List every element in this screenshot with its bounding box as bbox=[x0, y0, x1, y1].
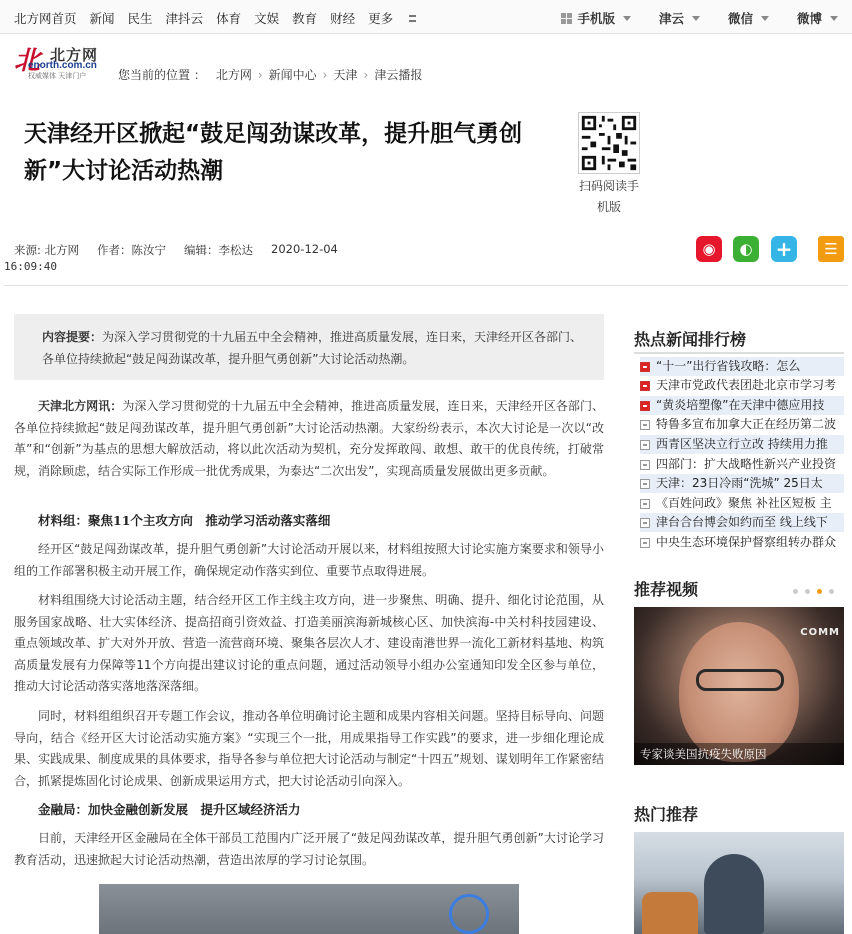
hot-rank-icon bbox=[640, 401, 650, 411]
article-paragraph bbox=[14, 396, 604, 482]
hot-news-text: 天津市党政代表团赴北京市学习考 bbox=[656, 378, 837, 392]
plus-icon: + bbox=[775, 237, 793, 261]
wechat-icon: ◐ bbox=[739, 240, 753, 258]
hot-rank-icon bbox=[640, 479, 650, 489]
mobile-version-label: 手机版 bbox=[577, 11, 615, 26]
nav-more[interactable] bbox=[368, 9, 416, 27]
hot-news-text: “十一”出行省钱攻略：怎么 bbox=[656, 359, 801, 373]
image-detail bbox=[449, 894, 489, 934]
chevron-down-icon bbox=[692, 16, 700, 21]
nav-entertainment[interactable]: 文娱 bbox=[254, 11, 280, 26]
nav-news[interactable]: 新闻 bbox=[89, 11, 115, 26]
video-corner-text: COMM bbox=[800, 627, 840, 638]
hot-news-text: “黄炎培塑像”在天津中德应用技 bbox=[656, 398, 825, 412]
summary-label: 内容提要： bbox=[42, 330, 103, 344]
video-thumbnail-detail bbox=[696, 669, 784, 691]
hot-news-item[interactable] bbox=[640, 357, 844, 376]
hot-rank-icon bbox=[640, 420, 650, 430]
hot-news-text: 《百姓问政》聚焦 补社区短板 主 bbox=[656, 496, 832, 510]
carousel-dot[interactable] bbox=[805, 589, 810, 594]
article-paragraph: 经开区“鼓足闯劲谋改革，提升胆气勇创新”大讨论活动开展以来，材料组按照大讨论实施方案要求和领导小组的工作部署积极主动开展工作，确保规定动作落实到位、重要节点取得进展。 bbox=[14, 542, 604, 578]
weibo-label: 微博 bbox=[796, 11, 822, 26]
logo-url: enorth.com.cn bbox=[28, 60, 97, 71]
breadcrumb-item[interactable]: 津云播报 bbox=[374, 68, 423, 82]
divider bbox=[4, 285, 848, 286]
hot-rank-icon bbox=[640, 460, 650, 470]
summary-text: 为深入学习贯彻党的十九届五中全会精神，推进高质量发展，连日来，天津经开区各部门、各单位持续掀起“鼓足闯劲谋改革，提升胆气勇创新”大讨论活动热潮。 bbox=[42, 330, 583, 366]
article-source: 来源: 北方网 bbox=[14, 243, 80, 257]
article-meta bbox=[14, 242, 356, 258]
nav-finance[interactable]: 财经 bbox=[330, 11, 356, 26]
article-author: 作者：陈汝宁 bbox=[97, 243, 167, 257]
hot-news-text: 天津：23日冷雨“洗城” 25日太 bbox=[656, 476, 823, 490]
carousel-dot[interactable] bbox=[817, 589, 822, 594]
hot-news-item[interactable] bbox=[640, 415, 844, 434]
wechat-dropdown[interactable] bbox=[728, 9, 769, 27]
breadcrumb-separator: › bbox=[322, 67, 328, 82]
hot-rank-icon bbox=[640, 440, 650, 450]
breadcrumb bbox=[118, 66, 422, 83]
hot-news-text: 西青区坚决立行立改 持续用力推 bbox=[656, 437, 828, 451]
nav-livelihood[interactable]: 民生 bbox=[127, 11, 153, 26]
logo-name: 北方网 bbox=[50, 46, 99, 64]
qr-caption: 扫码阅读手机版 bbox=[578, 179, 639, 214]
jinyun-label: 津云 bbox=[658, 11, 684, 26]
article-time: 16:09:40 bbox=[4, 260, 57, 273]
nav-home[interactable]: 北方网首页 bbox=[14, 11, 77, 26]
hot-news-item[interactable] bbox=[640, 474, 844, 493]
breadcrumb-item[interactable]: 天津 bbox=[333, 68, 358, 82]
weibo-dropdown[interactable] bbox=[797, 9, 838, 27]
hot-news-title: 热点新闻排行榜 bbox=[634, 330, 747, 349]
qr-code-icon bbox=[578, 112, 640, 174]
hot-news-item[interactable] bbox=[640, 494, 844, 513]
comment-button[interactable] bbox=[818, 236, 844, 262]
breadcrumb-lead: 您当前的位置 ： bbox=[118, 68, 206, 82]
chevron-down-icon bbox=[623, 16, 631, 21]
divider bbox=[634, 352, 844, 354]
article-date: 2020-12-04 bbox=[271, 242, 338, 256]
hot-recommend-title: 热门推荐 bbox=[634, 805, 699, 824]
wechat-label: 微信 bbox=[727, 11, 753, 26]
video-thumbnail bbox=[679, 622, 799, 762]
grid-icon bbox=[561, 13, 572, 24]
carousel-dots bbox=[786, 589, 834, 594]
jinyun-dropdown[interactable] bbox=[659, 9, 700, 27]
site-logo[interactable] bbox=[12, 40, 108, 80]
hot-recommend-image[interactable] bbox=[634, 832, 844, 934]
hot-news-text: 津台合台博会如约而至 线上线下 bbox=[656, 515, 828, 529]
nav-more-label: 更多 bbox=[368, 11, 394, 26]
breadcrumb-item[interactable]: 新闻中心 bbox=[268, 68, 317, 82]
paragraph-text: 为深入学习贯彻党的十九届五中全会精神，推进高质量发展，连日来，天津经开区各部门、各单位持续掀起“鼓足闯劲谋改革，提升胆气勇创新”大讨论活动热潮。大家纷纷表示，本次大讨论是一次以“改革”和“创新”为基点的思想大解放活动，将以此次活动为契机，充分发挥敢闯、敢想、敢干的优良传统，打破常规，消除顾虑，结合实际工作形成一批优秀成果，为泰达“二次出发”，实现高质量发展做出更多贡献。 bbox=[14, 399, 604, 478]
logo-slogan: 权威媒体 天津门户 bbox=[28, 72, 87, 80]
image-detail bbox=[642, 892, 698, 934]
carousel-dot[interactable] bbox=[829, 589, 834, 594]
section-heading: 材料组：聚焦11个主攻方向 推动学习活动落实落细 bbox=[38, 513, 331, 528]
chevron-down-icon bbox=[761, 16, 769, 21]
hot-news-text: 四部门：扩大战略性新兴产业投资 bbox=[656, 457, 837, 471]
hot-rank-icon bbox=[640, 518, 650, 528]
top-bar bbox=[0, 0, 852, 34]
mobile-version-dropdown[interactable] bbox=[561, 9, 631, 27]
breadcrumb-separator: › bbox=[257, 67, 263, 82]
article-paragraph: 日前，天津经开区金融局在全体干部员工范围内广泛开展了“鼓足闯劲谋改革，提升胆气勇创新”大讨论学习教育活动，迅速掀起大讨论活动热潮，营造出浓厚的学习讨论氛围。 bbox=[14, 831, 604, 867]
hot-news-item[interactable] bbox=[640, 435, 844, 454]
hot-news-item[interactable] bbox=[640, 455, 844, 474]
image-detail bbox=[704, 854, 764, 934]
hot-news-text: 特鲁多宣布加拿大正在经历第二波 bbox=[656, 417, 837, 431]
dateline: 天津北方网讯： bbox=[38, 399, 123, 413]
carousel-dot[interactable] bbox=[793, 589, 798, 594]
menu-icon bbox=[409, 15, 416, 22]
hot-news-item[interactable] bbox=[640, 533, 844, 552]
nav-jindouyun[interactable]: 津抖云 bbox=[165, 11, 204, 26]
video-caption: 专家谈美国抗疫失败原因 bbox=[634, 743, 844, 765]
comment-icon: ☰ bbox=[824, 240, 838, 258]
nav-sports[interactable]: 体育 bbox=[216, 11, 242, 26]
breadcrumb-separator: › bbox=[363, 67, 369, 82]
hot-news-text: 中央生态环境保护督察组转办群众 bbox=[656, 535, 837, 549]
article-summary bbox=[14, 314, 604, 380]
logo-mark: 北 bbox=[14, 46, 41, 76]
hot-rank-icon bbox=[640, 499, 650, 509]
article-image bbox=[99, 884, 519, 934]
recommended-video-title: 推荐视频 bbox=[634, 580, 699, 599]
chevron-down-icon bbox=[830, 16, 838, 21]
nav-education[interactable]: 教育 bbox=[292, 11, 318, 26]
hot-rank-icon bbox=[640, 381, 650, 391]
hot-rank-icon bbox=[640, 538, 650, 548]
share-wechat-button[interactable] bbox=[733, 236, 759, 262]
hot-news-item[interactable] bbox=[640, 396, 844, 415]
article-title: 天津经开区掀起“鼓足闯劲谋改革，提升胆气勇创新”大讨论活动热潮 bbox=[24, 121, 523, 184]
weibo-icon: ◉ bbox=[702, 240, 716, 258]
recommended-video[interactable] bbox=[634, 607, 844, 765]
section-heading: 金融局：加快金融创新发展 提升区域经济活力 bbox=[38, 802, 301, 817]
top-right-links bbox=[533, 9, 838, 27]
hot-news-item[interactable] bbox=[640, 376, 844, 395]
article-editor: 编辑：李松达 bbox=[184, 243, 254, 257]
top-nav bbox=[14, 9, 429, 27]
share-weibo-button[interactable] bbox=[696, 236, 722, 262]
hot-rank-icon bbox=[640, 362, 650, 372]
article-paragraph: 材料组围绕大讨论活动主题，结合经开区工作主线主攻方向，进一步聚焦、明确、提升、细化讨论范围，从服务国家战略、壮大实体经济、提高招商引资效益、打造美丽滨海新城核心区、加快滨海-中关村科技园建设、重点领域改革、扩大对外开放、营造一流营商环境、聚集各层次人才、建设南港世界一流化工新材料基地、构筑高质量发展有力保障等11个方向提出建议讨论的重点问题，通过活动领导小组办公室通知印发全区参与单位，推动大讨论活动落实落地落深落细。 bbox=[14, 593, 604, 693]
breadcrumb-item[interactable]: 北方网 bbox=[215, 68, 252, 82]
share-more-button[interactable] bbox=[771, 236, 797, 262]
hot-news-item[interactable] bbox=[640, 513, 844, 532]
article-paragraph: 同时，材料组组织召开专题工作会议，推动各单位明确讨论主题和成果内容相关问题。坚持目标导向、问题导向，结合《经开区大讨论活动实施方案》“实现三个一批，用成果指导工作实践”的要求，进一步细化理论成果、实践成果、制度成果的具体要求，指导各参与单位把大讨论活动与制定“十四五”规划、谋划明年工作紧密结合，抓紧提炼固化讨论成果、创新成果运用方式，把大讨论活动引向深入。 bbox=[14, 709, 604, 788]
